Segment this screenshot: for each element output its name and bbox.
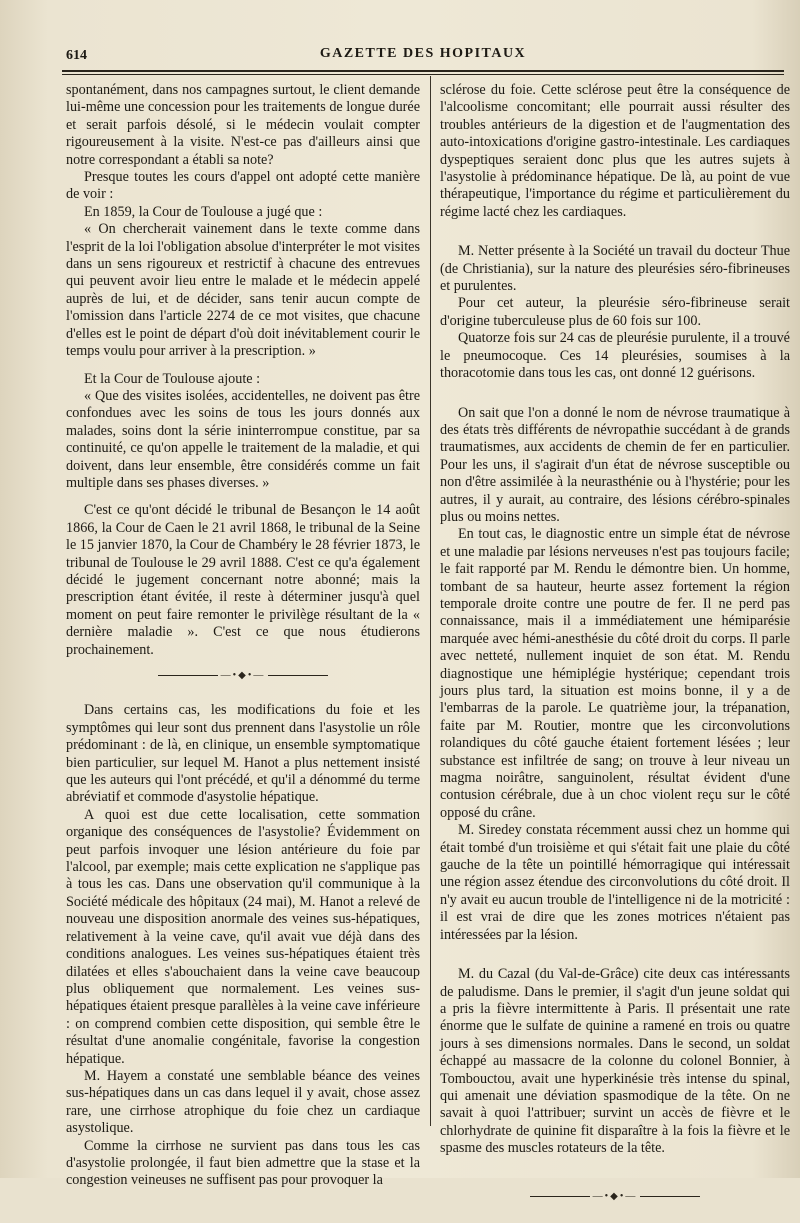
paragraph: M. du Cazal (du Val-de-Grâce) cite deux cas intéressants de paludisme. Dans le premier, il s'agit d'un jeune soldat qui a pris la fièvre intermittente à Paris. Il présentait une rate énorme que le sulfate de quinine a ramené en trois ou quatre jours à ses dimensions normales. Dans le second, un soldat échappé au massacre de la colonne du colonel Bonnier, à Tombouctou, avait une hyperkinésie très intense du spinal, qui amenait une déviation spasmodique de la tête. On ne savait à quoi l'attribuer; survint un accès de fièvre et le chlorhydrate de quinine fit disparaître à la fois la fièvre et le spasme des muscles rotateurs de la tête.: [440, 966, 790, 1157]
paragraph: On sait que l'on a donné le nom de névrose traumatique à des états très différents de névropathie succédant à de grands traumatismes, aux accidents de chemin de fer en particulier. Pour les uns, il s'agirait d'un état de névrose susceptible ou non d'être assimilée à la neurasthénie ou à l'hystérie; pour les autres, il y aurait, au contraire, des lésions cérébro-spinales plus ou moins nettes.: [440, 404, 790, 525]
paragraph: spontanément, dans nos campagnes surtout, le client demande lui-même une concession pour les traitements de longue durée et serait parfois désolé, si le médecin voulait compter rigoureusement à la visite. N'est-ce pas d'ailleurs ainsi que notre correspondant a établi sa note?: [66, 82, 420, 168]
paragraph: M. Siredey constata récemment aussi chez un homme qui était tombé d'un troisième et qui s'était fait une plaie du côté gauche de la tête un pointillé hémorragique qui intéressait une région assez étendue des circonvolutions du côté droit. Il n'y avait eu aucun trouble de l'intelligence ni de la motricité : il est vrai de dire que les zones motrices n'étaient pas intéressées par la lésion.: [440, 822, 790, 943]
right-column: [440, 82, 790, 1223]
paragraph: Et la Cour de Toulouse ajoute :: [84, 370, 261, 387]
paragraph: Presque toutes les cours d'appel ont adopté cette manière de voir :: [66, 169, 420, 203]
paragraph: sclérose du foie. Cette sclérose peut être la conséquence de l'alcoolisme concomitant; elle pourrait aussi résulter des troubles antérieurs de la digestion et de l'augmentation des auto-intoxications d'origine gastro-intestinale. Les cardiaques dyspeptiques seraient donc plus que les autres sujets à l'asystolie à prédominance hépatique. De là, au point de vue thérapeutique, l'importance du régime et particulièrement du régime lacté chez les cardiaques.: [440, 82, 790, 220]
paragraph: En tout cas, le diagnostic entre un simple état de névrose et une maladie par lésions nerveuses n'est pas toujours facile; le fait rapporté par M. Rendu le démontre bien. Un homme, tombant de sa hauteur, heurte assez fortement la région temporale droite contre une poutre de fer. Il ne perd pas connaissance, mais il a immédiatement une hémiparésie marquée avec hémi-anesthésie du côté droit du corps. Il parle avec netteté, nullement inquiet de son état. M. Rendu diagnostique une hémiplégie hystérique; cependant trois jours plus tard, la situation est moins bonne, il y a de l'embarras de la parole. Le quatrième jour, la trépanation, faite par M. Routier, montre que les circonvolutions rolandiques du côté gauche étaient fortement lésées ; leur substance est infiltrée de sang; on trouve à leur niveau un magma noirâtre, sanguinolent, résultat évident d'une contusion cérébrale, due à un choc violent reçu sur le côté opposé du crâne.: [440, 526, 790, 821]
left-column: [66, 82, 420, 1190]
paragraph: Dans certains cas, les modifications du foie et les symptômes qui leur sont dus prennent dans l'asystolie un rôle prédominant : de là, en clinique, un ensemble symptomatique bien particulier, sur lequel M. Hanot a plus nettement insisté que les auteurs qui l'ont précédé, et qu'il a dénommé du terme abréviatif et commode d'asystolie hépatique.: [66, 702, 420, 806]
paragraph: Quatorze fois sur 24 cas de pleurésie purulente, il a trouvé le pneumocoque. Ces 14 pleurésies, soumises à la thoracotomie dans tous les cas, ont donné 12 guérisons.: [440, 330, 790, 382]
paragraph: M. Netter présente à la Société un travail du docteur Thue (de Christiania), sur la nature des pleurésies séro-fibrineuses et purulentes.: [440, 243, 790, 295]
paragraph: C'est ce qu'ont décidé le tribunal de Besançon le 14 août 1866, la Cour de Caen le 21 avril 1868, le tribunal de la Seine le 15 janvier 1870, la Cour de Chambéry le 28 février 1873, le tribunal de Toulouse le 29 avril 1888. C'est ce qu'a également décidé le jugement concernant notre abonné; mais la prescription étant évitée, il reste à déterminer jusqu'à quel moment on peut faire remonter le privilège résultant de la « dernière maladie ». C'est ce que nous étudierons prochainement.: [66, 502, 420, 658]
section-ornament: —•◆•—: [66, 667, 420, 684]
page-header: [58, 44, 788, 66]
paragraph: En 1859, la Cour de Toulouse a jugé que :: [84, 203, 323, 220]
paragraph: A quoi est due cette localisation, cette sommation organique des conséquences de l'asystolie? Évidemment on peut parfois invoquer une lésion antérieure du foie par l'alcool, par exemple; mais cette explication ne s'applique pas à tous les cas. Dans une observation qu'il communique à la Société médicale des hôpitaux (24 mai), M. Hanot a relevé de nouveau une disposition anormale des veines sus-hépatiques, relativement à la veine cave, qu'il avait vue déjà dans des conditions analogues. Les veines sus-hépatiques étaient très dilatées et elles s'abouchaient dans la veine cave beaucoup plus obliquement que normalement. Les veines sus-hépatiques étaient presque parallèles à la veine cave inférieure : on comprend combien cette disposition, qui semble être le résultat d'une anomalie congénitale, favorise la congestion hépatique.: [66, 806, 420, 1067]
paragraph: M. Hayem a constaté une semblable béance des veines sus-hépatiques dans un cas dans lequel il y avait, chose assez rare, une cirrhose atrophique du foie chez un cardiaque asystolique.: [66, 1067, 420, 1137]
paragraph: « Que des visites isolées, accidentelles, ne doivent pas être confondues avec les soins de tous les jours donnés aux malades, soins dont la série ininterrompue constitue, par sa continuité, ce qu'on appelle le traitement de la maladie, et qui doivent, dans leur ensemble, être considérés comme un fait multiple dans ses phases diverses. »: [66, 387, 420, 491]
end-ornament: —•◆•—: [440, 1188, 790, 1205]
paragraph: « On chercherait vainement dans le texte comme dans l'esprit de la loi l'obligation absolue d'interpréter le mot visites dans un sens rigoureux et restrictif à chacune des entrevues qui peuvent avoir lieu entre le malade et le médecin appelé auprès de lui, et de décider, sans tenir aucun compte de l'omission dans l'article 2274 de ce mot visites, que chacune d'elles est le point de départ d'où doit inévitablement courir le temps voulu pour arriver à la prescription. »: [66, 221, 420, 360]
header-rule: [62, 70, 784, 75]
paragraph: Comme la cirrhose ne survient pas dans tous les cas d'asystolie prolongée, il faut bien admettre que la stase et la congestion veineuses ne suffisent pas pour provoquer la: [66, 1137, 420, 1189]
page-number: 614: [66, 48, 87, 63]
column-divider: [430, 76, 431, 1126]
paragraph: Pour cet auteur, la pleurésie séro-fibrineuse serait d'origine tuberculeuse plus de 60 fois sur 100.: [440, 295, 790, 329]
running-title: GAZETTE DES HOPITAUX: [319, 46, 527, 61]
